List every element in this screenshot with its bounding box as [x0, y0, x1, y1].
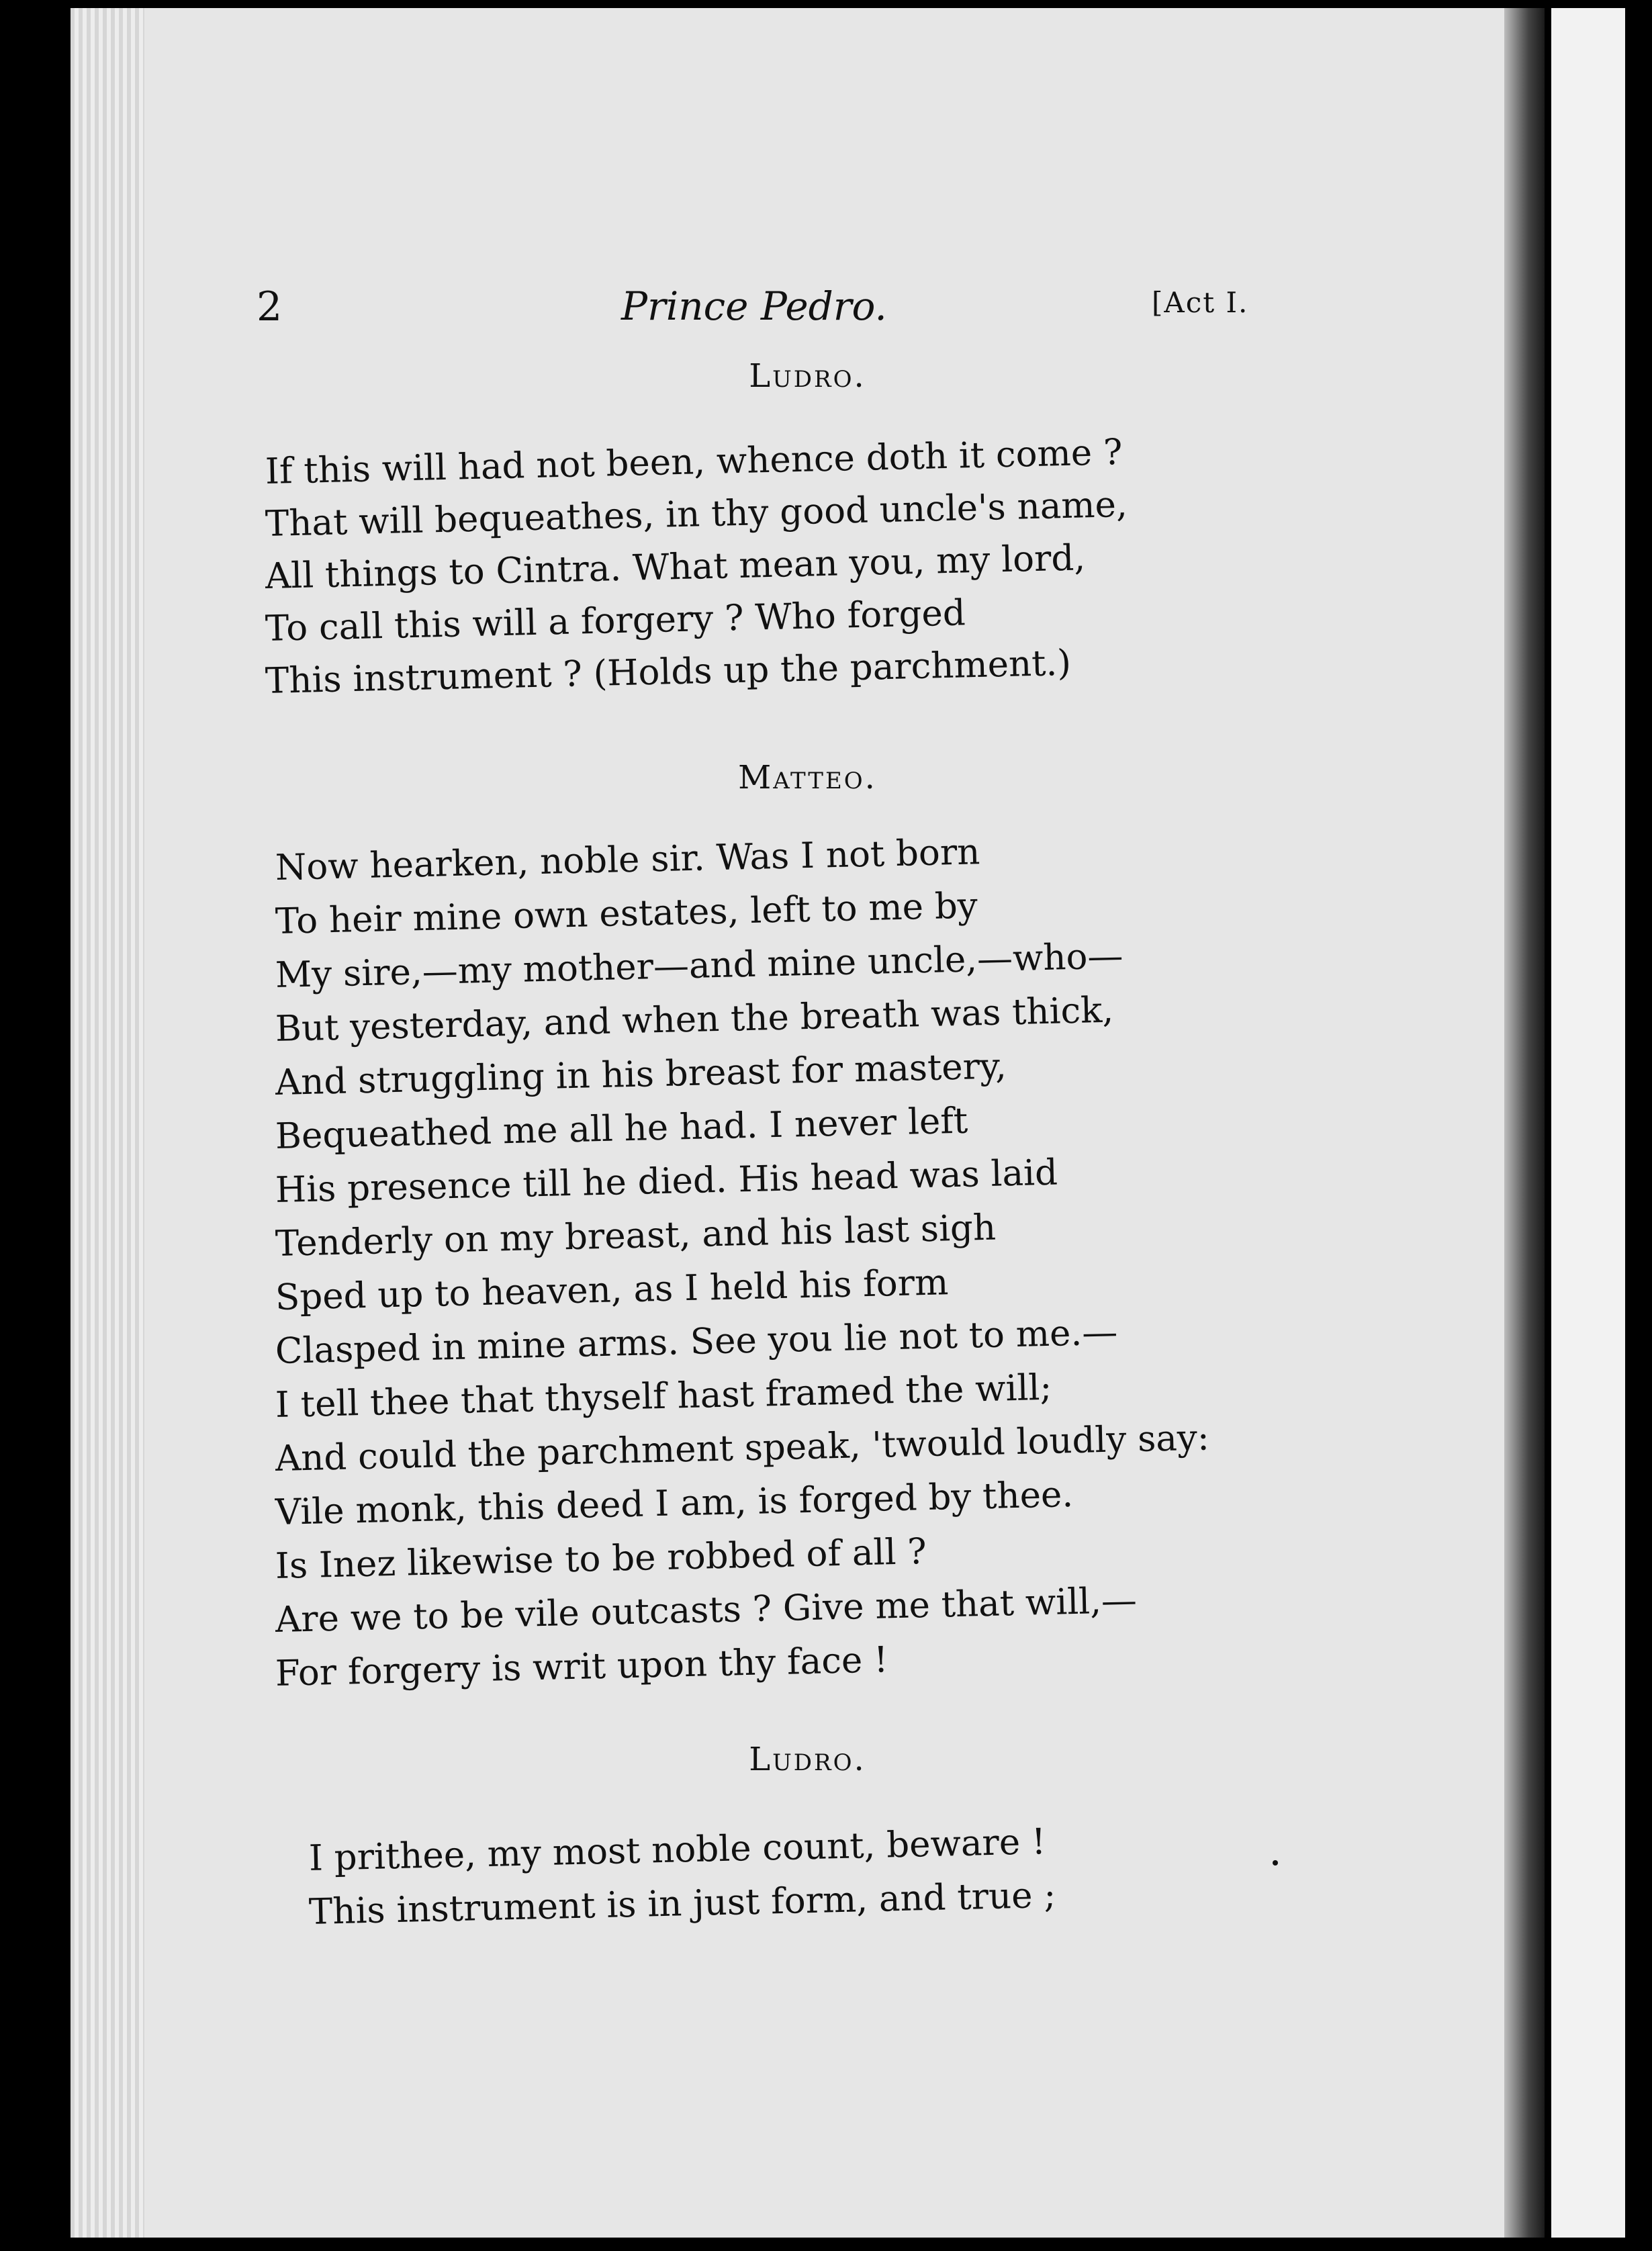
verse-line: My sire,—my mother—and mine uncle,—who— — [275, 935, 1124, 996]
running-title: Prince Pedro. — [621, 283, 887, 329]
verse-line: Are we to be vile outcasts ? Give me that will,— — [275, 1579, 1138, 1641]
verse-line: His presence till he died. His head was laid — [275, 1152, 1058, 1211]
running-header — [71, 283, 1545, 337]
book-page — [71, 8, 1545, 2238]
verse-line: Clasped in mine arms. See you lie not to me.— — [275, 1312, 1118, 1372]
verse-line: Tenderly on my breast, and his last sigh — [275, 1207, 997, 1265]
verse-line: Vile monk, this deed I am, is forged by thee. — [275, 1474, 1074, 1533]
verse-line: If this will had not been, whence doth it come ? — [265, 432, 1123, 492]
verse-line: All things to Cintra. What mean you, my lord, — [265, 537, 1086, 597]
verse-line: And could the parchment speak, 'twould loudly say: — [275, 1417, 1210, 1479]
verse-line: That will bequeathes, in thy good uncle's name, — [265, 484, 1128, 545]
speaker-name: Matteo. — [738, 759, 877, 796]
verse-line: I tell thee that thyself hast framed the will; — [275, 1367, 1052, 1426]
page-gutter-shadow — [1504, 8, 1545, 2238]
speaker-name: Ludro. — [749, 1741, 866, 1778]
verse-line: Bequeathed me all he had. I never left — [275, 1100, 968, 1157]
verse-line: Sped up to heaven, as I held his form — [275, 1262, 949, 1318]
act-label: [Act I. — [1152, 286, 1249, 319]
verse-line: But yesterday, and when the breath was thick, — [275, 989, 1114, 1050]
verse-line: And struggling in his breast for mastery, — [275, 1046, 1007, 1103]
verse-line: To call this will a forgery ? Who forged — [265, 592, 966, 649]
ink-speck — [1273, 1860, 1278, 1866]
verse-line: For forgery is writ upon thy face ! — [275, 1639, 889, 1694]
verse-line: This instrument is in just form, and true ; — [308, 1874, 1056, 1933]
page-number: 2 — [257, 283, 283, 330]
verse-line: I prithee, my most noble count, beware ! — [308, 1821, 1046, 1879]
verse-line: To heir mine own estates, left to me by — [275, 885, 978, 942]
page-edges — [71, 8, 144, 2238]
verse-line: Now hearken, noble sir. Was I not born — [275, 831, 980, 888]
verse-line: This instrument ? (Holds up the parchment.) — [265, 642, 1072, 702]
speaker-name: Ludro. — [749, 357, 866, 395]
verse-line: Is Inez likewise to be robbed of all ? — [275, 1531, 927, 1587]
facing-page-edge — [1551, 8, 1625, 2238]
